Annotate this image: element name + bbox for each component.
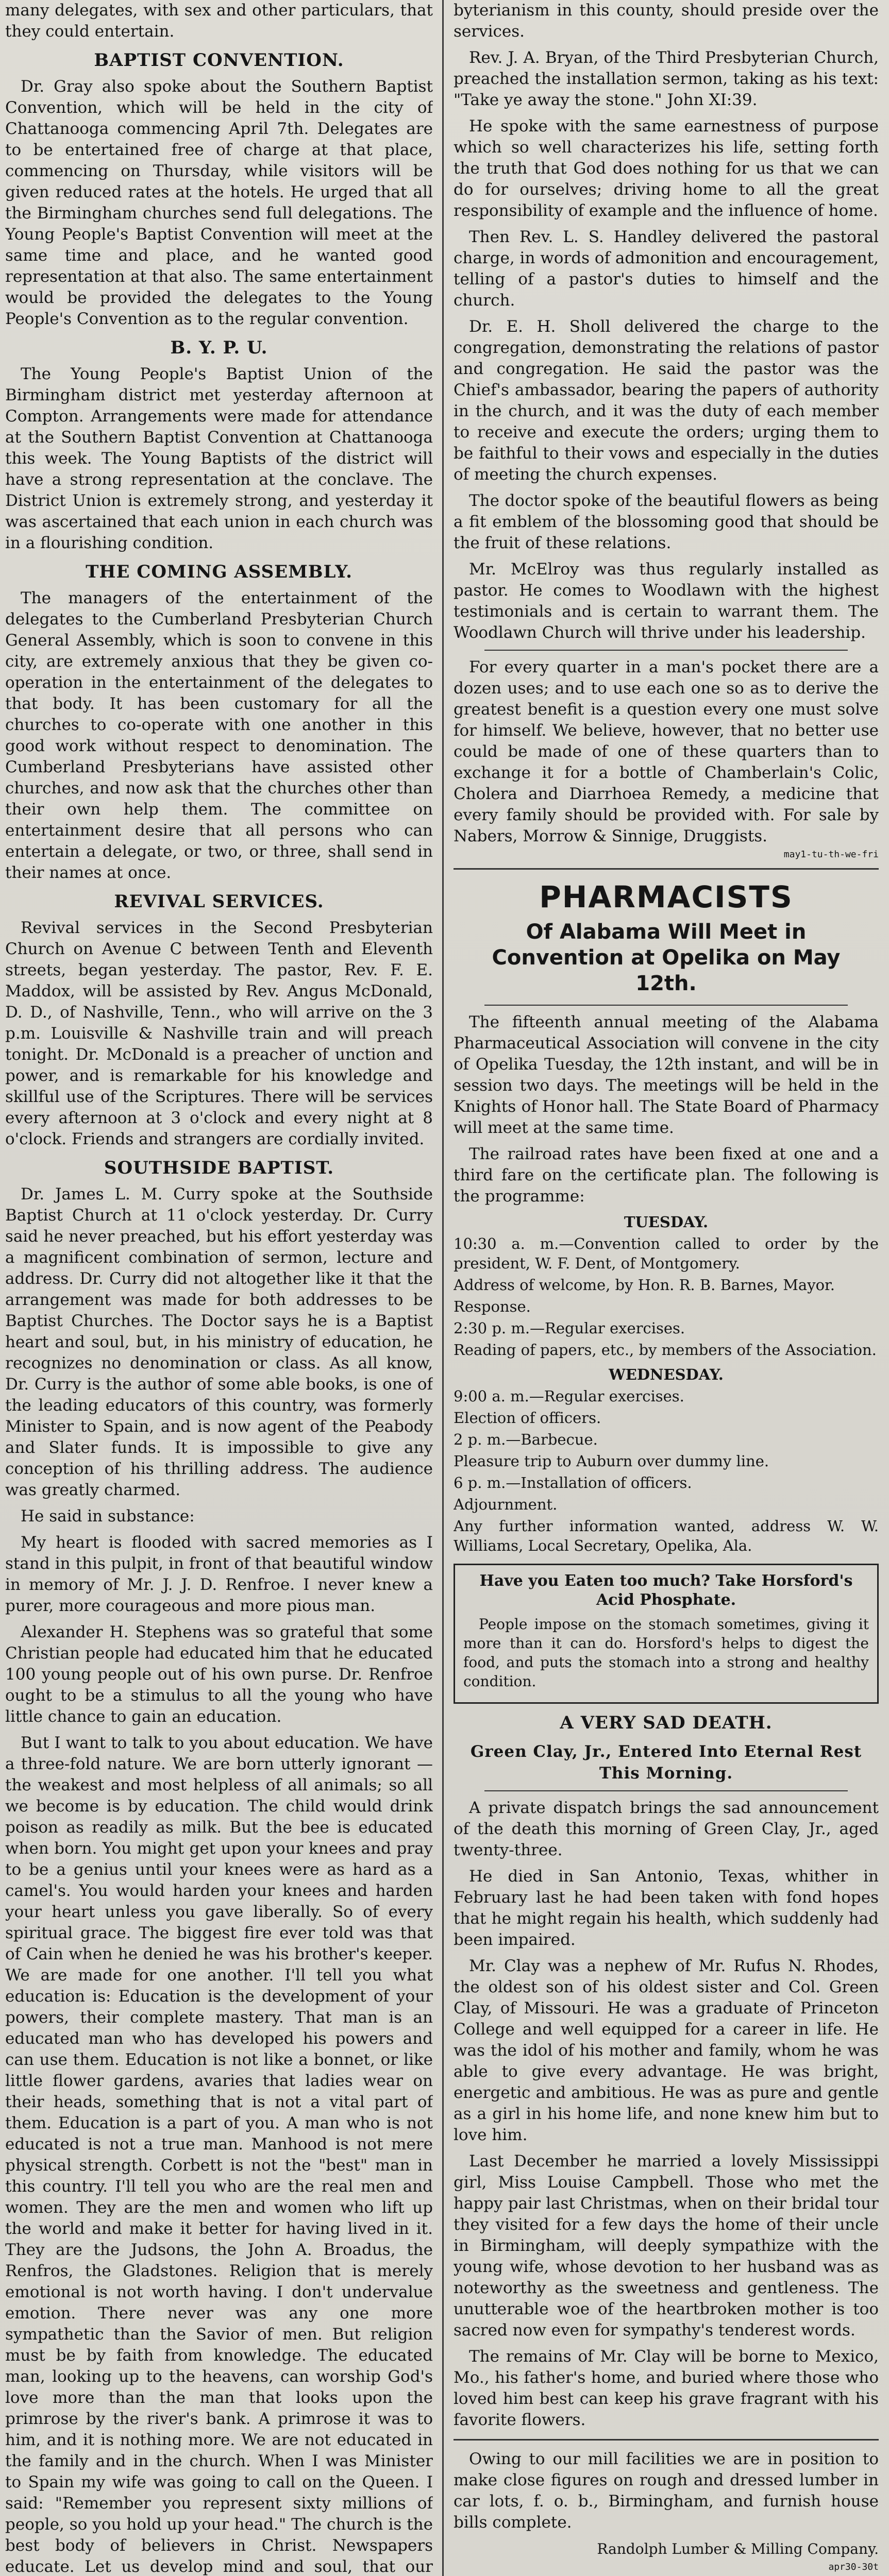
coming-assembly-paragraph: The managers of the entertainment of the delegates to the Cumberland Presbyterian Church General Assembly, which is soon to convene in this city, are extremely anxious that they be given co-operation in the entertainment of the delegates to that body. It has been customary for all the churches to co-operate with one another in this good work without respect to denomination. The Cumberland Presbyterians have assisted other churches, and now ask that the churches other than their own help them. The committee on entertainment desire that all persons who can entertain a delegate, or two, or three, shall send in their names at once.: [5, 589, 433, 882]
sad-death-paragraph: A private dispatch brings the sad announcement of the death this morning of Green Clay, Jr., aged twenty-three.: [454, 1799, 879, 1859]
ad-reference: apr30-30t: [828, 2562, 879, 2572]
sad-death-paragraph: Last December he married a lovely Mississippi girl, Miss Louise Campbell. Those who met the happy pair last Christmas, when on their bridal tour they visited for a few days the home of their uncle in Birmingham, will deeply sympathize with the young wife, whose devotion to her husband was as noteworthy as the sweetness and gentleness. The unutterable woe of the heartbroken mother is too sacred now even for sympathy's tenderest words.: [454, 2152, 879, 2340]
installation-paragraph: Dr. E. H. Sholl delivered the charge to the congregation, demonstrating the relations of pastor and congregation. He said the pastor was the Chief's ambassador, bearing the papers of authority in the church, and it was the duty of each member to receive and execute the orders; urging them to be faithful to their vows and especially in the duties of meeting the church expenses.: [454, 317, 879, 484]
program-item: Adjournment.: [454, 1496, 558, 1513]
divider: [484, 1005, 848, 1006]
sad-death-paragraph: The remains of Mr. Clay will be borne to Mexico, Mo., his father's home, and buried where those who loved him best can keep his grave fragrant with his favorite flowers.: [454, 2347, 879, 2429]
revival-services-heading: REVIVAL SERVICES.: [114, 891, 324, 912]
ad-reference: may1-tu-th-we-fri: [783, 849, 879, 860]
program-item: 10:30 a. m.—Convention called to order by the president, W. F. Dent, of Montgomery.: [454, 1235, 879, 1272]
pharmacists-headline: PHARMACISTS: [539, 879, 793, 914]
installation-paragraph: Rev. J. A. Bryan, of the Third Presbyterian Church, preached the installation sermon, taking as his text: "Take ye away the stone." John XI:39.: [454, 48, 879, 109]
program-item: 2 p. m.—Barbecue.: [454, 1431, 598, 1448]
horsford-ad: [454, 1564, 879, 1704]
southside-paragraph: My heart is flooded with sacred memories as I stand in this pulpit, in front of that beautiful window in memory of Mr. J. J. D. Renfroe. I never knew a purer, more courageous and more pious man.: [5, 1533, 433, 1615]
horsford-ad-text: People impose on the stomach sometimes, giving it more than it can do. Horsford's helps to digest the food, and puts the stomach into a strong and healthy condition.: [463, 1616, 869, 1690]
installation-paragraph: byterianism in this county, should preside over the services.: [454, 1, 879, 41]
installation-paragraph: He spoke with the same earnestness of purpose which so well characterizes his life, setting forth the truth that God does nothing for us that we can do for ourselves; driving home to all the great responsibility of example and the influence of home.: [454, 117, 879, 220]
divider: [484, 1790, 848, 1791]
revival-services-paragraph: Revival services in the Second Presbyterian Church on Avenue C between Tenth and Eleventh streets, began yesterday. The pastor, Rev. F. E. Maddox, will be assisted by Rev. Angus McDonald, D. D., of Nashville, Tenn., who will arrive on the 3 p.m. Louisville & Nashville train and will preach tonight. Dr. McDonald is a preacher of unction and power, and is remarkable for his knowledge and skillful use of the Scriptures. There will be services every afternoon at 3 o'clock and every night at 8 o'clock. Friends and strangers are cordially invited.: [5, 919, 433, 1148]
southside-paragraph: He said in substance:: [21, 1507, 195, 1526]
program-day: WEDNESDAY.: [609, 1366, 724, 1383]
bypu-paragraph: The Young People's Baptist Union of the Birmingham district met yesterday afternoon at Compton. Arrangements were made for attendance at the Southern Baptist Convention at Chattanooga this week. The Young Baptists of the district will have a strong representation at the conclave. The District Union is extremely strong, and yesterday it was ascertained that each union in each church was in a flourishing condition.: [5, 365, 433, 552]
divider: [484, 650, 848, 651]
program-item: Address of welcome, by Hon. R. B. Barnes, Mayor.: [454, 1276, 835, 1294]
left-column: [5, 0, 433, 2576]
southside-paragraph: Dr. James L. M. Curry spoke at the Southside Baptist Church at 11 o'clock yesterday. Dr. Curry said he never preached, but his effort yesterday was a magnificent combination of sermon, lecture and address. Dr. Curry did not altogether like it that the arrangement was made for both addresses to be Baptist Churches. The Doctor says he is a Baptist heart and soul, but, in his ministry of education, he recognizes no denomination or class. As all know, Dr. Curry is the author of some able books, is one of the leading educators of this country, was formerly Minister to Spain, and is now agent of the Peabody and Slater funds. It is impossible to give any conception of his thrilling address. The audience was greatly charmed.: [5, 1185, 433, 1499]
program-item: Pleasure trip to Auburn over dummy line.: [454, 1452, 769, 1470]
pharmacists-paragraph: The railroad rates have been fixed at one and a third fare on the certificate plan. The following is the programme:: [454, 1145, 879, 1206]
right-column: [454, 0, 879, 2576]
divider: [454, 2439, 879, 2441]
program-day: TUESDAY.: [624, 1213, 709, 1231]
horsford-ad-title: Have you Eaten too much? Take Horsford's Acid Phosphate.: [479, 1572, 853, 1609]
sad-death-paragraph: Mr. Clay was a nephew of Mr. Rufus N. Rhodes, the oldest son of his oldest sister and Col. Green Clay, of Missouri. He was a graduate of Princeton College and well equipped for a career in life. He was the idol of his mother and family, whom he was able to give every advantage. He was bright, energetic and ambitious. He was as pure and gentle as a girl in his home life, and none knew him but to love him.: [454, 1957, 879, 2144]
sad-death-paragraph: He died in San Antonio, Texas, whither in February last he had been taken with fond hopes that he might regain his health, which suddenly had been impaired.: [454, 1867, 879, 1949]
program-item: 6 p. m.—Installation of officers.: [454, 1474, 692, 1492]
sad-death-heading: A VERY SAD DEATH.: [560, 1713, 773, 1733]
pharmacists-paragraph: The fifteenth annual meeting of the Alabama Pharmaceutical Association will convene in the city of Opelika Tuesday, the 12th instant, and will be in session two days. The meetings will be held in the Knights of Honor hall. The State Board of Pharmacy will meet at the same time.: [454, 1013, 879, 1137]
installation-paragraph: Then Rev. L. S. Handley delivered the pastoral charge, in words of admonition and encouragement, telling of a pastor's duties to himself and the church.: [454, 228, 879, 310]
pharmacists-subhead: Of Alabama Will Meet in Convention at Opelika on May 12th.: [492, 920, 841, 995]
installation-paragraph: The doctor spoke of the beautiful flowers as being a fit emblem of the blossoming good that should be the fruit of these relations.: [454, 492, 879, 552]
program-item: Election of officers.: [454, 1409, 601, 1427]
column-divider: [442, 0, 444, 2576]
lumber-ad-signature: Randolph Lumber & Milling Company.: [597, 2540, 879, 2557]
program-item: 2:30 p. m.—Regular exercises.: [454, 1319, 685, 1337]
southside-paragraph: But I want to talk to you about education. We have a three-fold nature. We are born utterly ignorant — the weakest and most helpless of all animals; so all we become is by education. The child would drink poison as readily as milk. But the bee is educated when born. You might get upon your knees and pray to be a genius until your knees were as hard as a camel's. You would harden your knees and harden your heart unless you gave liberally. So of every spiritual grace. The biggest fire ever told was that of Cain when he denied he was his brother's keeper. We are made for one another. I'll tell you what education is: Education is the development of your powers, their complete mastery. That man is an educated man who has developed his powers and can use them. Education is not like a bonnet, or like little flower gardens, avaries that ladies wear on their heads, something that is not a vital part of them. Education is a part of you. A man who is not educated is not a true man. Manhood is not mere physical strength. Corbett is not the "best" man in this country. I'll tell you who are the real men and women. They are the men and women who lift up the world and make it better for having lived in it. They are the Judsons, the John A. Broadus, the Renfros, the Gladstones. Religion that is merely emotional is not worth having. I don't undervalue emotion. There never was any one more sympathetic than the Savior of men. But religion must be by faith from knowledge. The educated man, looking up to the heavens, can worship God's love more than the man that looks upon the primrose by the river's bank. A primrose it was to him, and it is nothing more. We are not educated in the family and in the church. When I was Minister to Spain my wife was going to call on the Queen. I said: "Remember you represent sixty millions of people, so you hold up your head." The church is the best body of believers in Christ. Newspapers educate. Let us develop mind and soul, that our: [5, 1734, 433, 2576]
baptist-convention-paragraph: Dr. Gray also spoke about the Southern Baptist Convention, which will be held in the city of Chattanooga commencing April 7th. Delegates are to be entertained free of charge at that place, commencing on Thursday, while visitors will be given reduced rates at the hotels. He urged that all the Birmingham churches send full delegations. The Young People's Baptist Convention will meet at the same time and place, and he wanted good representation at that also. The same entertainment would be provided the delegates to the Young People's Convention as to the regular convention.: [5, 77, 433, 328]
installation-paragraph: Mr. McElroy was thus regularly installed as pastor. He comes to Woodlawn with the highest testimonials and is certain to warrant them. The Woodlawn Church will thrive under his leadership.: [454, 560, 879, 642]
divider: [454, 868, 879, 870]
baptist-convention-heading: BAPTIST CONVENTION.: [94, 50, 344, 71]
pharmacists-program: [454, 1212, 879, 1555]
intro-paragraph: many delegates, with sex and other particulars, that they could entertain.: [5, 1, 433, 41]
program-item: Response.: [454, 1298, 531, 1315]
lumber-ad-text: Owing to our mill facilities we are in position to make close figures on rough and dressed lumber in car lots, f. o. b., Birmingham, and furnish house bills complete.: [454, 2450, 879, 2532]
bypu-heading: B. Y. P. U.: [170, 337, 268, 358]
southside-baptist-heading: SOUTHSIDE BAPTIST.: [104, 1158, 334, 1178]
program-item: 9:00 a. m.—Regular exercises.: [454, 1387, 684, 1405]
cholera-remedy-ad: For every quarter in a man's pocket there are a dozen uses; and to use each one so as to derive the greatest benefit is a question every one must solve for himself. We believe, however, that no better use could be made of one of these quarters than to exchange it for a bottle of Chamberlain's Colic, Cholera and Diarrhoea Remedy, a medicine that every family should be provided with. For sale by Nabers, Morrow & Sinnige, Druggists.: [454, 658, 879, 845]
coming-assembly-heading: THE COMING ASSEMBLY.: [86, 562, 353, 582]
sad-death-subheading: Green Clay, Jr., Entered Into Eternal Rest This Morning.: [470, 1742, 862, 1783]
program-item: Any further information wanted, address W. W. Williams, Local Secretary, Opelika, Ala.: [454, 1517, 879, 1554]
southside-paragraph: Alexander H. Stephens was so grateful that some Christian people had educated him that he educated 100 young people out of his own purse. Dr. Renfroe ought to be a stimulus to all the young who have little chance to gain an education.: [5, 1623, 433, 1726]
program-item: Reading of papers, etc., by members of the Association.: [454, 1341, 877, 1359]
